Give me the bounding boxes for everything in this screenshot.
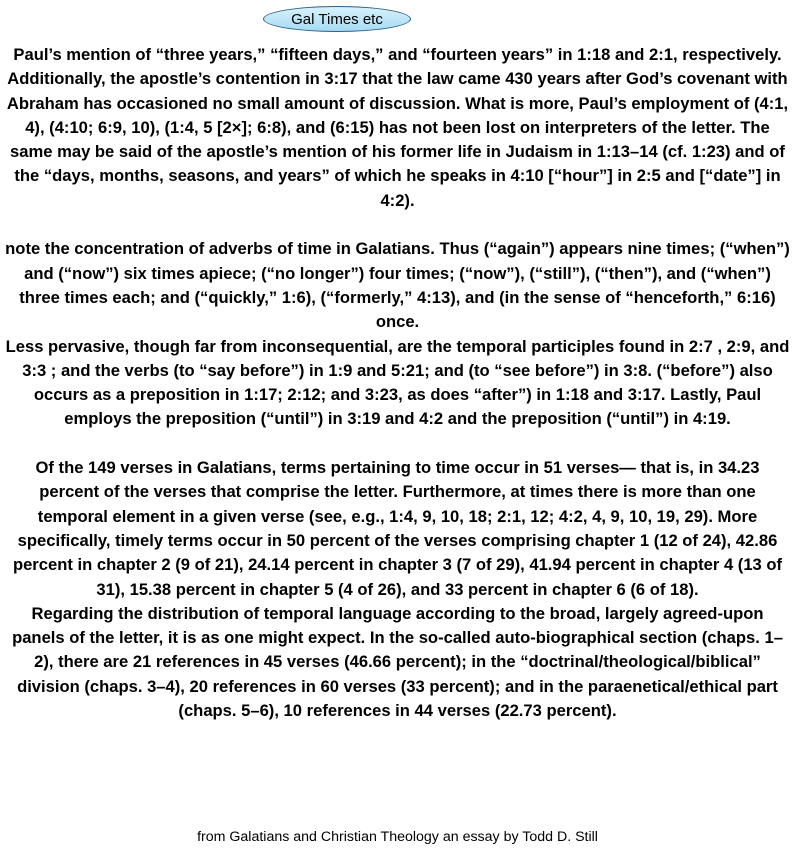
paragraph-verse-statistics: Of the 149 verses in Galatians, terms pertaining to time occur in 51 verses— that is, in 34.23 percent of the verses that comprise the letter. Furthermore, at times there is more than one temporal element in a given verse (see, e.g., 1:4, 9, 10, 18; 2:1, 12; 4:2, 4, 9, 10, 19, 29). More specifically, timely terms occur in 50 percent of the verses comprising chapter 1 (12 of 24), 42.86 percent in chapter 2 (9 of 21), 24.14 percent in chapter 3 (7 of 29), 41.94 percent in chapter 4 (13 of 31), 15.38 percent in chapter 5 (4 of 26), and 33 percent in chapter 6 (6 of 18). — [12, 458, 783, 599]
paragraph-distribution-by-panel: Regarding the distribution of temporal language according to the broad, largely agreed-upon panels of the letter, it is as one might expect. In the so-called auto-biographical section (chaps. 1–2), there are 21 references in 45 verses (46.66 percent); in the “doctrinal/theological/biblical” division (chaps. 3–4), 20 references in 60 verses (33 percent); and in the paraenetical/ethical part (chaps. 5–6), 10 references in 44 verses (22.73 percent). — [12, 603, 783, 721]
gal-times-button[interactable]: Gal Times etc — [263, 6, 411, 32]
paragraph-temporal-participles: Less pervasive, though far from inconsequential, are the temporal participles found in 2:7 , 2:9, and 3:3 ; and the verbs (to “say before”) in 1:9 and 5:21; and (to “see before”) in 3:8. (“before”) also occurs as a preposition in 1:17; 2:12; and 3:23, as does “after”) in 1:18 and 3:17. Lastly, Paul employs the preposition (“until”) in 3:19 and 4:2 and the preposition (“until”) in 4:19. — [5, 336, 790, 429]
paragraph-time-references: Paul’s mention of “three years,” “fifteen days,” and “fourteen years” in 1:18 and 2:1, respectively. Additionally, the apostle’s contention in 3:17 that the law came 430 years after God’s covenant with Abraham has occasioned no small amount of discussion. What is more, Paul’s employment of (4:1, 4), (4:10; 6:9, 10), (1:4, 5 [2×]; 6:8), and (6:15) has not been lost on interpreters of the letter. The same may be said of the apostle’s mention of his former life in Judaism in 1:13–14 (cf. 1:23) and of the “days, months, seasons, and years” of which he speaks in 4:10 [“hour”] in 2:5 and [“date”] in 4:2). — [6, 45, 789, 210]
paragraph-adverbs-of-time: note the concentration of adverbs of time in Galatians. Thus (“again”) appears nine times; (“when”) and (“now”) six times apiece; (“no longer”) four times; (“now”), (“still”), (“then”), and (“when”) three times each; and (“quickly,” 1:6), (“formerly,” 4:13), and (in the sense of “henceforth,” 6:16) once. — [5, 239, 790, 332]
essay-excerpt — [4, 43, 791, 723]
source-credit: from Galatians and Christian Theology an essay by Todd D. Still — [197, 829, 598, 845]
